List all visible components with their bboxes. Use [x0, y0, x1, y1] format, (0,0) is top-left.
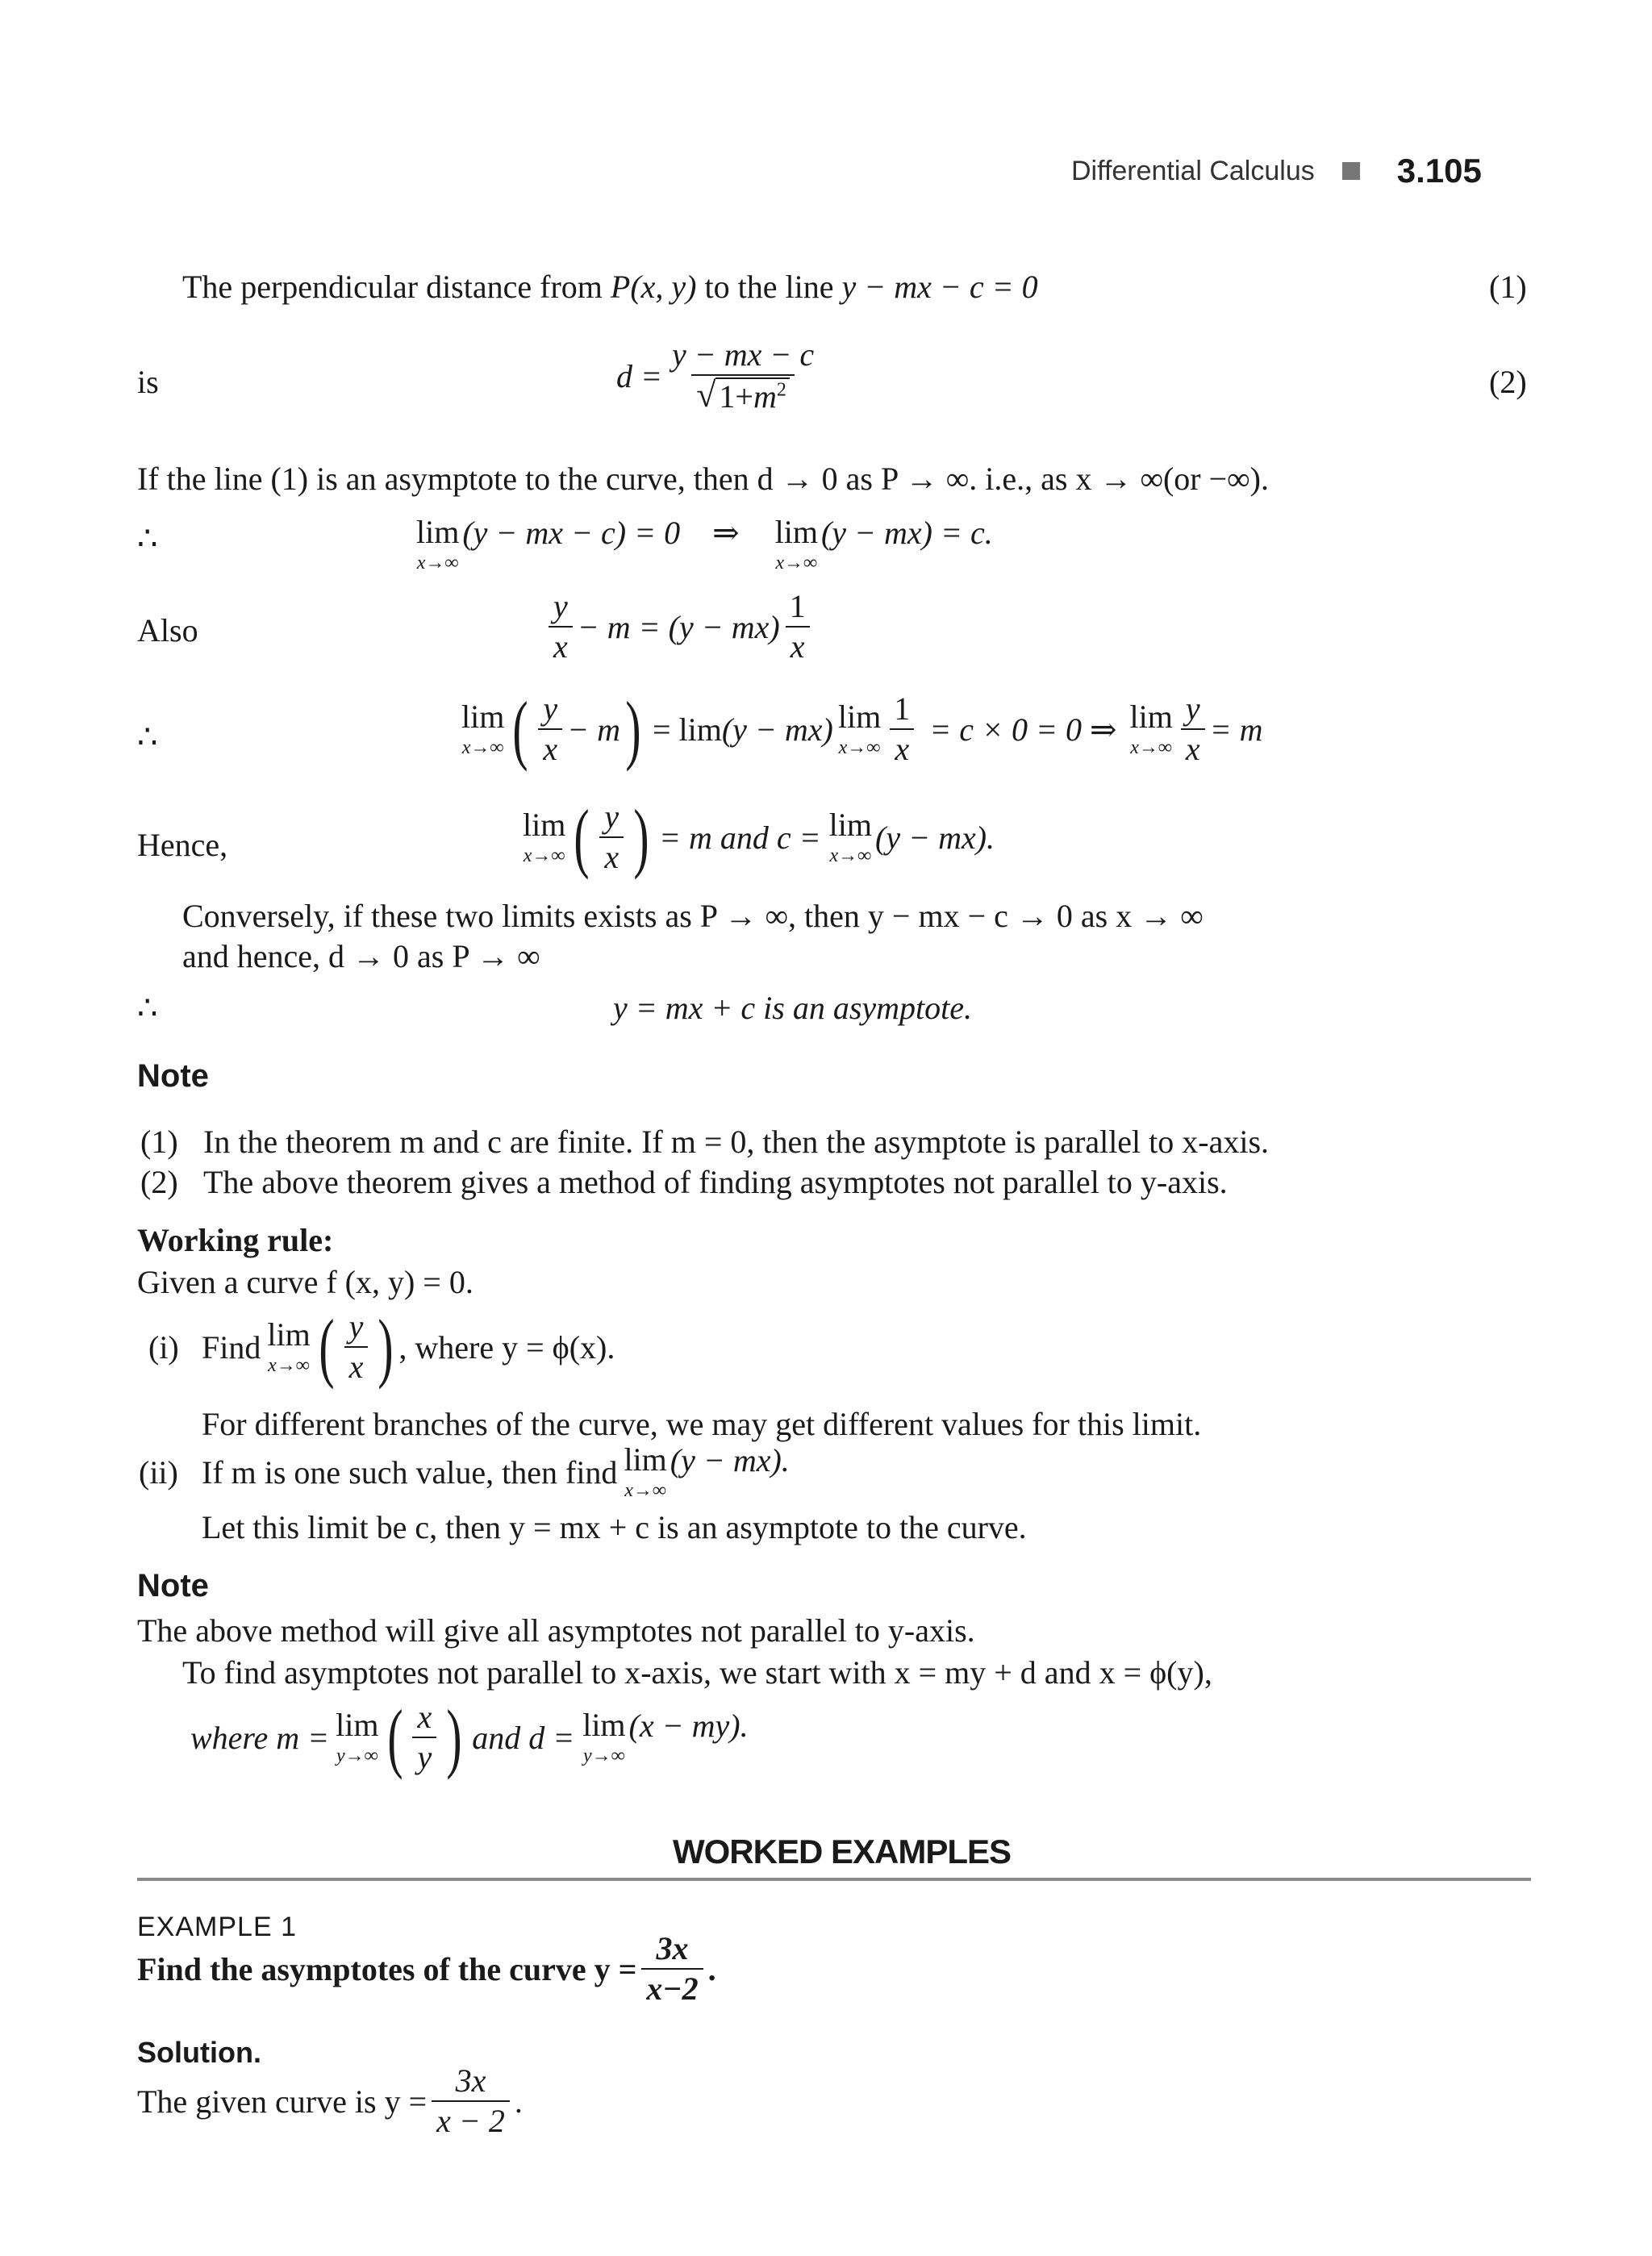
t2-frac-yx: $\frac{y}{x}$: [538, 691, 562, 767]
eq2-lhs: d =: [616, 357, 662, 394]
t2-minus-m: − m: [567, 711, 620, 748]
note-2-line-1: The above method will give all asymptotes not parallel to y-axis.: [137, 1612, 975, 1649]
right-paren: ): [633, 794, 649, 880]
solution-fraction: $\frac{3x}{x - 2}$: [432, 2063, 510, 2139]
sqrt-content: [715, 377, 789, 415]
therefore-3-text: y = mx + c is an asymptote.: [613, 990, 972, 1026]
running-header: [1071, 152, 1482, 190]
t2-ymx: (y − mx): [721, 711, 833, 748]
note-2-line-2: To find asymptotes not parallel to x-axis, we start with x = my + d and x = ϕ(y),: [182, 1654, 1212, 1691]
note-1-marker-1: (1): [140, 1124, 178, 1160]
equation-2: [616, 337, 824, 415]
hence-tail: (y − mx).: [875, 819, 995, 856]
lim-4: lim x→∞: [837, 698, 882, 758]
solution-label: Solution.: [137, 2036, 261, 2069]
note-1-marker-2: (2): [140, 1164, 178, 1200]
step-2-text: If m is one such value, then find: [202, 1453, 618, 1491]
eq2-label: is: [137, 364, 159, 400]
eq1-point: P(x, y): [610, 269, 697, 305]
hence-mid: = m and c =: [659, 819, 821, 856]
note-2-heading: Note: [137, 1568, 209, 1603]
eq1-to-line: to the line: [704, 269, 834, 305]
radical-icon: √: [696, 375, 716, 415]
lim-9: lim x→∞: [624, 1441, 667, 1501]
working-rule-given: Given a curve f (x, y) = 0.: [137, 1264, 473, 1300]
note-2-where: [190, 1694, 749, 1780]
t2-eq-lim: = lim: [652, 711, 722, 748]
therefore-2-eq: [458, 686, 1263, 772]
right-paren: ): [625, 686, 641, 772]
implies-symbol: ⇒: [712, 514, 740, 551]
eq2-denominator: [691, 374, 795, 415]
page-number: 3.105: [1396, 152, 1482, 190]
sqrt-exp: 2: [776, 379, 786, 401]
hence-eq: [519, 794, 995, 880]
therefore-1-eq: [413, 516, 993, 573]
therefore-3-symbol: ∴: [137, 990, 158, 1026]
problem-fraction: $\frac{3x}{x-2}$: [641, 1931, 703, 2007]
note-1-heading: Note: [137, 1058, 209, 1094]
therefore-1-symbol: ∴: [137, 520, 158, 557]
therefore-1-left: (y − mx − c) = 0: [462, 514, 681, 551]
working-rule-step-1: [148, 1303, 615, 1390]
hence-frac-yx: $\frac{y}{x}$: [599, 799, 624, 875]
step-1-line-2: For different branches of the curve, we may get different values for this limit.: [202, 1406, 1202, 1442]
also-label: Also: [137, 612, 198, 648]
step-2-marker: (ii): [139, 1453, 178, 1491]
section-rule: [137, 1878, 1531, 1881]
solution-text: The given curve is y =: [137, 2083, 428, 2120]
sqrt-sign: [696, 377, 790, 415]
also-frac-1x: $\frac{1}{x}$: [785, 589, 811, 665]
eq2-fraction: [667, 337, 819, 415]
right-paren: ): [378, 1303, 394, 1390]
equation-1-line: [182, 268, 1038, 306]
lim-2: lim x→∞: [774, 514, 818, 573]
right-paren: ): [446, 1694, 462, 1780]
note-1-text-2: The above theorem gives a method of finding asymptotes not parallel to y-axis.: [203, 1164, 1228, 1200]
left-paren: (: [386, 1694, 403, 1780]
left-paren: (: [574, 794, 590, 880]
note-1-item-2: [140, 1163, 1228, 1201]
step-1-frac-yx: $\frac{y}{x}$: [344, 1309, 369, 1385]
hence-label: Hence,: [137, 827, 228, 863]
step-1-tail: , where y = ϕ(x).: [398, 1328, 615, 1366]
lim-10: lim y→∞: [336, 1707, 379, 1766]
equation-2-number: (2): [1489, 364, 1527, 400]
lim-3: lim x→∞: [461, 698, 505, 758]
working-rule-step-2: [139, 1441, 790, 1501]
step-2-tail: (y − mx).: [670, 1441, 790, 1478]
therefore-1-right: (y − mx) = c.: [820, 514, 993, 551]
note-1-item-1: [140, 1123, 1269, 1161]
asymptote-condition: If the line (1) is an asymptote to the curve, then d → 0 as P → ∞. i.e., as x → ∞(or −∞).: [137, 461, 1269, 497]
lim-5: lim x→∞: [1129, 698, 1173, 758]
problem-end: .: [707, 1950, 716, 1987]
left-paren: (: [319, 1303, 335, 1390]
t2-eq-m: = m: [1209, 711, 1263, 748]
problem-text: Find the asymptotes of the curve y =: [137, 1950, 637, 1987]
step-2-line-2: Let this limit be c, then y = mx + c is an asymptote to the curve.: [202, 1509, 1027, 1545]
note-2-tail: (x − my).: [628, 1707, 749, 1744]
working-rule-heading: Working rule:: [137, 1222, 334, 1258]
lim-7: lim x→∞: [828, 807, 873, 866]
lim-1: lim x→∞: [416, 514, 460, 573]
lim-11: lim y→∞: [582, 1707, 626, 1766]
left-paren: (: [512, 686, 528, 772]
solution-end: .: [514, 2083, 523, 2120]
also-eq: [544, 589, 816, 665]
sqrt-m: m: [753, 378, 777, 415]
header-title: Differential Calculus: [1071, 155, 1315, 186]
solution-text-line: [137, 2063, 523, 2139]
also-mid: − m = (y − mx): [577, 608, 780, 645]
therefore-2-symbol: ∴: [137, 719, 158, 755]
example-problem: [137, 1931, 716, 2007]
note-1-text-1: In the theorem m and c are finite. If m = 0, then the asymptote is parallel to x-axis.: [203, 1124, 1270, 1160]
sqrt-one: 1+: [719, 378, 753, 415]
example-label: EXAMPLE 1: [137, 1912, 297, 1942]
lim-6: lim x→∞: [523, 807, 566, 866]
conversely-line-2: and hence, d → 0 as P → ∞: [182, 938, 540, 974]
t2-frac-1x: $\frac{1}{x}$: [889, 691, 915, 767]
step-1-find: Find: [202, 1328, 261, 1366]
conversely-line-1: Conversely, if these two limits exists as P → ∞, then y − mx − c → 0 as x → ∞: [182, 898, 1204, 934]
worked-examples-heading: WORKED EXAMPLES: [673, 1833, 1012, 1870]
eq1-text: The perpendicular distance from: [182, 269, 603, 305]
eq2-numerator: y − mx − c: [672, 336, 815, 373]
note-2-mid: and d =: [472, 1719, 575, 1756]
note-2-where-text: where m =: [190, 1719, 330, 1756]
lim-8: lim x→∞: [267, 1316, 311, 1376]
t2-result: = c × 0 = 0 ⇒: [929, 711, 1117, 748]
note-2-frac-xy: $\frac{x}{y}$: [412, 1699, 436, 1775]
header-square-icon: [1342, 162, 1360, 180]
equation-1-number: (1): [1489, 269, 1527, 305]
eq1-line: y − mx − c = 0: [841, 269, 1038, 305]
step-1-marker: (i): [148, 1328, 179, 1366]
t2-frac-yx-2: $\frac{y}{x}$: [1181, 691, 1205, 767]
also-frac-yx: $\frac{y}{x}$: [549, 589, 573, 665]
